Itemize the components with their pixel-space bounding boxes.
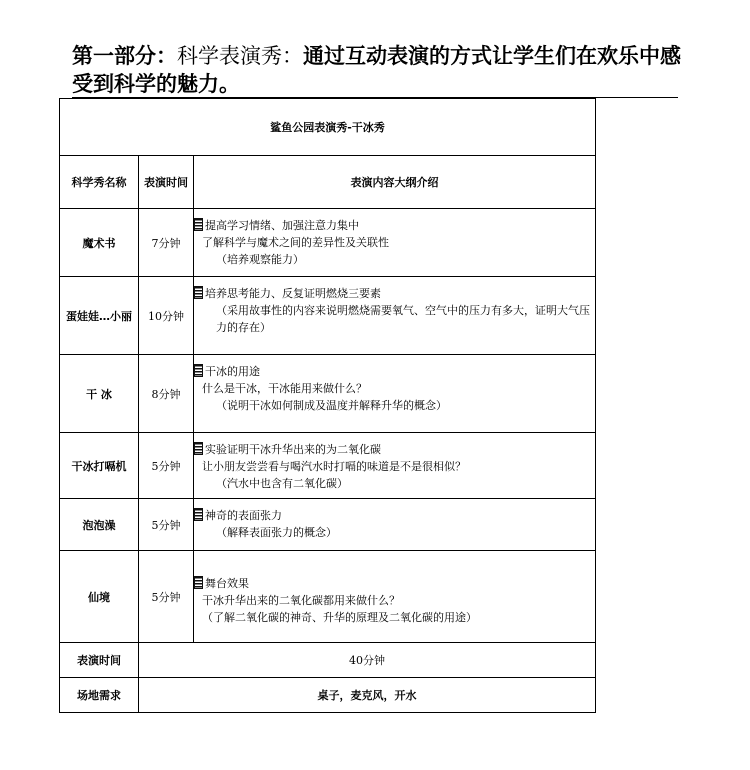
desc-line-3: （汽水中也含有二氧化碳） [216,477,348,490]
bullet-icon [194,508,203,521]
bullet-icon [194,442,203,455]
header-desc: 表演内容大纲介绍 [194,156,596,209]
bullet-icon [194,364,203,377]
show-desc [194,277,596,355]
desc-line-3: （培养观察能力） [216,253,304,266]
show-name: 蛋娃娃…小丽 [60,277,139,355]
show-desc [194,209,596,277]
header-time: 表演时间 [139,156,194,209]
table-row [60,499,596,551]
show-name: 仙境 [60,551,139,643]
desc-line-2: 让小朋友尝尝看与喝汽水时打嗝的味道是不是很相似？ [202,460,466,473]
desc-line-1: 干冰的用途 [205,365,260,378]
desc-line-3: （说明干冰如何制成及温度并解释升华的概念） [216,399,447,412]
desc-line-2: 干冰升华出来的二氧化碳都用来做什么？ [202,594,400,607]
show-desc [194,499,596,551]
venue-label: 场地需求 [60,678,139,713]
heading-prefix: 第一部分： [72,44,177,68]
desc-line-1: 提高学习情绪、加强注意力集中 [205,219,359,232]
show-name: 泡泡澡 [60,499,139,551]
desc-line-3: （了解二氧化碳的神奇、升华的原理及二氧化碳的用途） [202,611,477,624]
table-row [60,551,596,643]
heading-rest: 通过互动表演的方式让学生们在欢乐中感受到科学的魅力。 [72,44,681,96]
show-time: 5分钟 [139,433,194,499]
show-name: 干冰打嗝机 [60,433,139,499]
header-name: 科学秀名称 [60,156,139,209]
table-row [60,209,596,277]
show-time: 5分钟 [139,551,194,643]
total-time-label: 表演时间 [60,643,139,678]
table-row [60,355,596,433]
show-time: 8分钟 [139,355,194,433]
show-name: 干 冰 [60,355,139,433]
desc-line-1: 神奇的表面张力 [205,509,282,522]
show-time: 7分钟 [139,209,194,277]
section-heading [72,42,692,98]
total-time-value: 40分钟 [139,643,596,678]
table-row [60,433,596,499]
desc-line-3: （采用故事性的内容来说明燃烧需要氧气、空气中的压力有多大，证明大气压力的存在） [216,304,590,334]
show-time: 10分钟 [139,277,194,355]
table-row [60,277,596,355]
show-desc [194,551,596,643]
desc-line-2: 了解科学与魔术之间的差异性及关联性 [202,236,389,249]
desc-line-2: 什么是干冰，干冰能用来做什么？ [202,382,367,395]
bullet-icon [194,218,203,231]
desc-line-1: 实验证明干冰升华出来的为二氧化碳 [205,443,381,456]
bullet-icon [194,286,203,299]
desc-line-1: 培养思考能力、反复证明燃烧三要素 [205,287,381,300]
desc-line-1: 舞台效果 [205,577,249,590]
show-name: 魔术书 [60,209,139,277]
table-title: 鲨鱼公园表演秀-干冰秀 [60,99,596,156]
venue-value: 桌子，麦克风，开水 [139,678,596,713]
heading-middle: 科学表演秀： [177,44,303,68]
show-desc [194,433,596,499]
show-table [59,98,596,713]
show-desc [194,355,596,433]
show-time: 5分钟 [139,499,194,551]
bullet-icon [194,576,203,589]
desc-line-3: （解释表面张力的概念） [216,526,337,539]
